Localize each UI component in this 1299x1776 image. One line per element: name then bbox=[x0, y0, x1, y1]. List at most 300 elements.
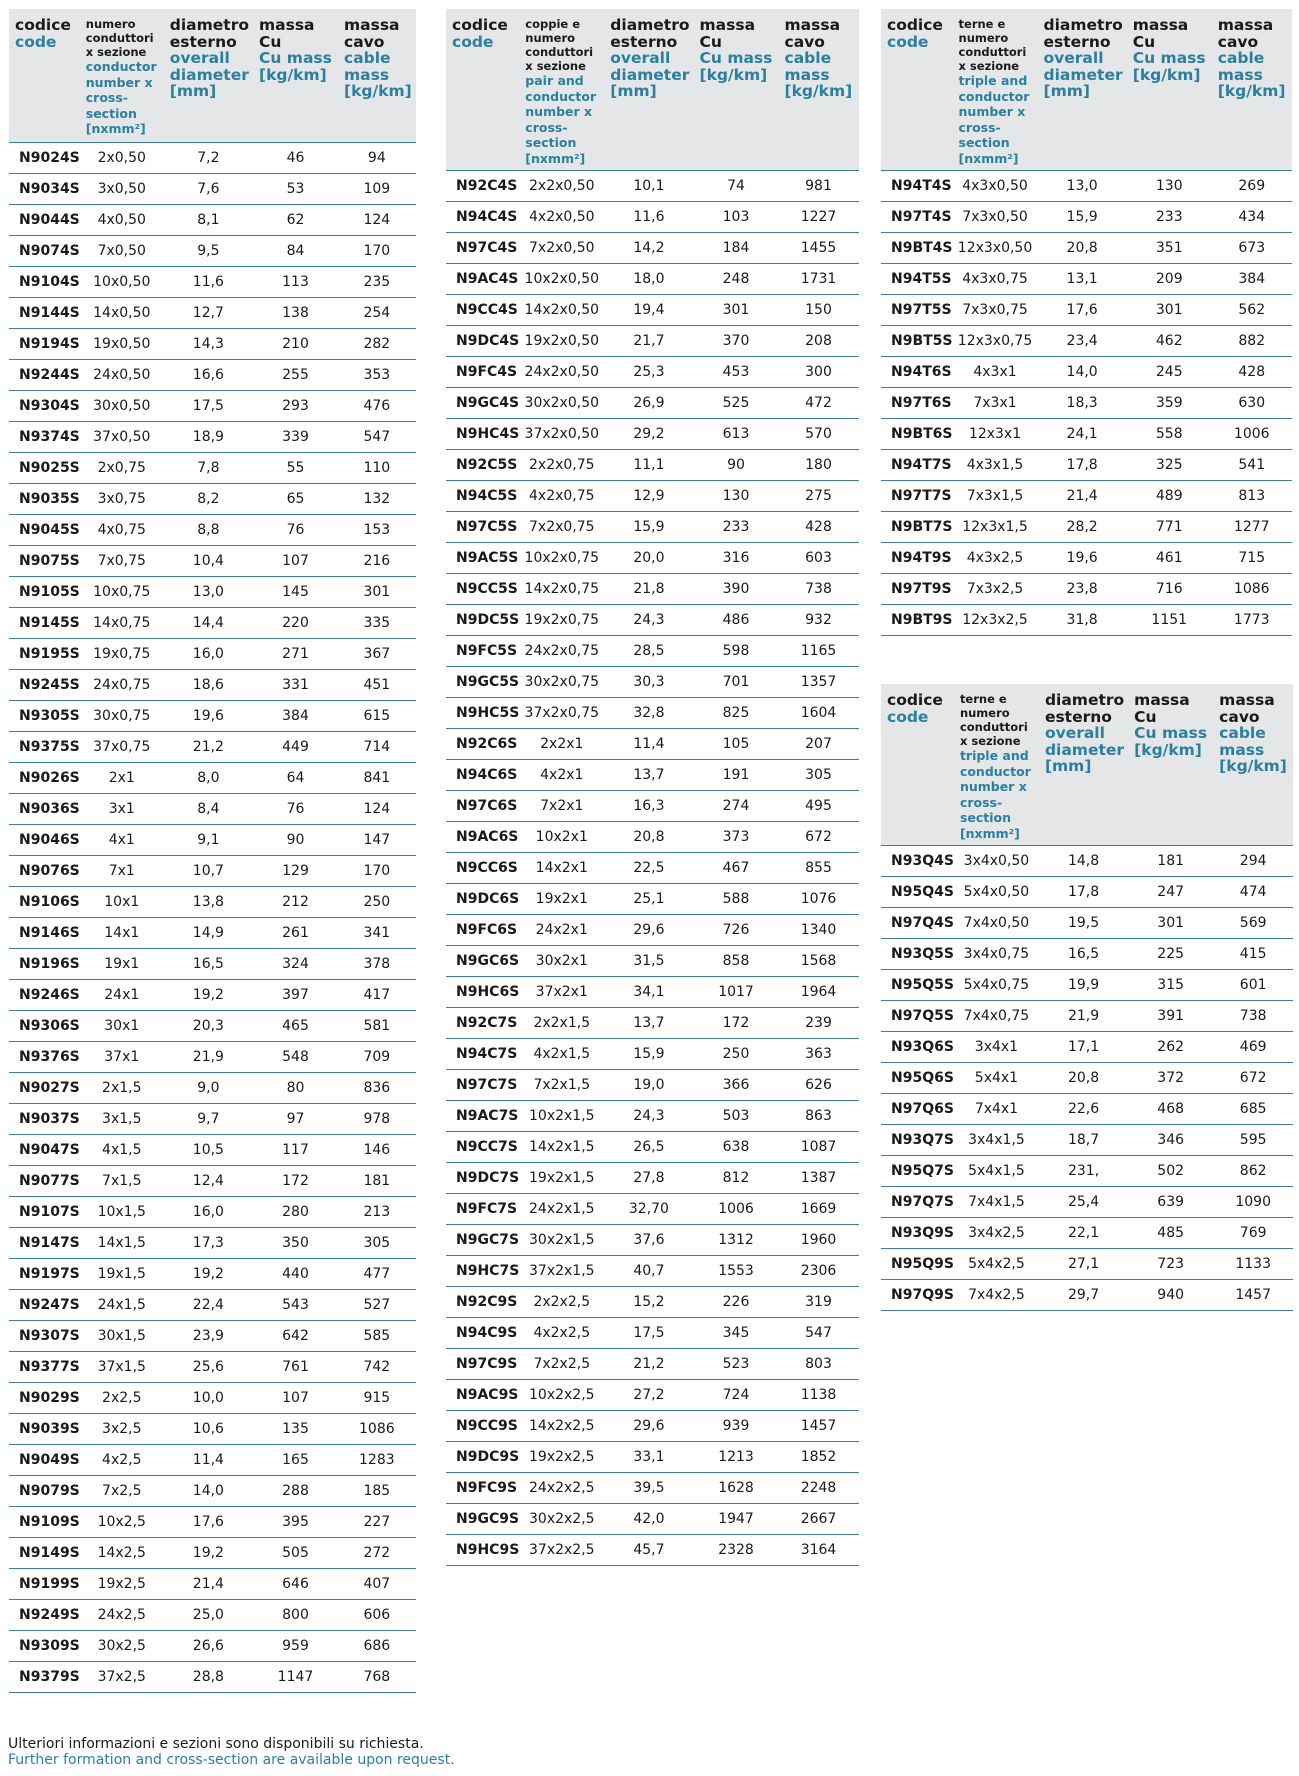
table-row bbox=[881, 171, 1292, 202]
cell-diameter: 19,2 bbox=[164, 1537, 253, 1568]
table-row bbox=[446, 419, 859, 450]
cell-conductors: 3x4x0,75 bbox=[954, 939, 1039, 970]
cell-cu-mass: 503 bbox=[694, 1101, 779, 1132]
cell-diameter: 14,4 bbox=[164, 607, 253, 638]
table-row bbox=[446, 171, 859, 202]
cell-diameter: 14,8 bbox=[1039, 846, 1128, 877]
cell-diameter: 18,3 bbox=[1038, 388, 1127, 419]
cell-conductors: 7x1,5 bbox=[80, 1165, 164, 1196]
table-row bbox=[446, 1256, 859, 1287]
cell-diameter: 17,1 bbox=[1039, 1032, 1128, 1063]
cell-cu-mass: 129 bbox=[253, 855, 338, 886]
cell-conductors: 10x1,5 bbox=[80, 1196, 164, 1227]
cell-conductors: 30x2x0,50 bbox=[519, 388, 604, 419]
cell-code: N92C6S bbox=[446, 729, 519, 760]
cell-code: N94T6S bbox=[881, 357, 953, 388]
cell-cable-mass: 153 bbox=[338, 514, 416, 545]
cell-conductors: 2x2,5 bbox=[80, 1382, 164, 1413]
cell-code: N9AC7S bbox=[446, 1101, 519, 1132]
cell-diameter: 40,7 bbox=[604, 1256, 693, 1287]
cell-cu-mass: 301 bbox=[1128, 908, 1213, 939]
cell-code: N9036S bbox=[9, 793, 80, 824]
cell-cu-mass: 1151 bbox=[1127, 605, 1212, 636]
cell-diameter: 26,9 bbox=[604, 388, 693, 419]
cell-cu-mass: 64 bbox=[253, 762, 338, 793]
cell-diameter: 14,3 bbox=[164, 328, 253, 359]
cell-conductors: 19x2x0,50 bbox=[519, 326, 604, 357]
cell-conductors: 14x1 bbox=[80, 917, 164, 948]
cell-code: N9195S bbox=[9, 638, 80, 669]
cell-cable-mass: 180 bbox=[779, 450, 859, 481]
table-row bbox=[446, 698, 859, 729]
cell-cu-mass: 642 bbox=[253, 1320, 338, 1351]
cell-code: N9044S bbox=[9, 204, 80, 235]
table-row bbox=[881, 295, 1292, 326]
cell-cu-mass: 462 bbox=[1127, 326, 1212, 357]
cell-cable-mass: 2667 bbox=[779, 1504, 859, 1535]
table-row bbox=[9, 483, 416, 514]
cell-diameter: 37,6 bbox=[604, 1225, 693, 1256]
cell-code: N9HC6S bbox=[446, 977, 519, 1008]
cell-conductors: 10x2x1 bbox=[519, 822, 604, 853]
cell-code: N97T9S bbox=[881, 574, 953, 605]
cell-cable-mass: 836 bbox=[338, 1072, 416, 1103]
cell-cu-mass: 613 bbox=[694, 419, 779, 450]
cell-diameter: 22,4 bbox=[164, 1289, 253, 1320]
cell-cable-mass: 686 bbox=[338, 1630, 416, 1661]
cell-diameter: 16,3 bbox=[604, 791, 693, 822]
cell-code: N9076S bbox=[9, 855, 80, 886]
cell-diameter: 17,8 bbox=[1039, 877, 1128, 908]
cell-cu-mass: 638 bbox=[694, 1132, 779, 1163]
cell-cable-mass: 1138 bbox=[779, 1380, 859, 1411]
cell-cu-mass: 74 bbox=[694, 171, 779, 202]
cell-diameter: 14,9 bbox=[164, 917, 253, 948]
cell-conductors: 30x2x1,5 bbox=[519, 1225, 604, 1256]
cell-conductors: 19x1,5 bbox=[80, 1258, 164, 1289]
cell-conductors: 7x2x0,50 bbox=[519, 233, 604, 264]
cell-code: N94C6S bbox=[446, 760, 519, 791]
cell-diameter: 14,0 bbox=[164, 1475, 253, 1506]
cell-cable-mass: 932 bbox=[779, 605, 859, 636]
cell-cu-mass: 247 bbox=[1128, 877, 1213, 908]
table-row bbox=[446, 1070, 859, 1101]
cell-diameter: 12,4 bbox=[164, 1165, 253, 1196]
cell-cu-mass: 209 bbox=[1127, 264, 1212, 295]
header-label-english: Cu mass [kg/km] bbox=[259, 49, 332, 84]
table-row bbox=[446, 512, 859, 543]
cell-conductors: 24x2x1 bbox=[519, 915, 604, 946]
cell-conductors: 4x2x0,75 bbox=[519, 481, 604, 512]
cell-conductors: 2x1 bbox=[80, 762, 164, 793]
cell-cable-mass: 132 bbox=[338, 483, 416, 514]
cell-cable-mass: 335 bbox=[338, 607, 416, 638]
table-row bbox=[446, 1194, 859, 1225]
cell-conductors: 12x3x1 bbox=[953, 419, 1038, 450]
cell-code: N9FC6S bbox=[446, 915, 519, 946]
cell-cable-mass: 1455 bbox=[779, 233, 859, 264]
cell-code: N9074S bbox=[9, 235, 80, 266]
cell-code: N9CC9S bbox=[446, 1411, 519, 1442]
cell-code: N9144S bbox=[9, 297, 80, 328]
cell-cu-mass: 373 bbox=[694, 822, 779, 853]
cell-cu-mass: 346 bbox=[1128, 1125, 1213, 1156]
cell-diameter: 23,8 bbox=[1038, 574, 1127, 605]
cell-diameter: 20,8 bbox=[1038, 233, 1127, 264]
cell-cu-mass: 1017 bbox=[694, 977, 779, 1008]
cell-diameter: 22,1 bbox=[1039, 1218, 1128, 1249]
cell-conductors: 19x2x1 bbox=[519, 884, 604, 915]
cell-cable-mass: 742 bbox=[338, 1351, 416, 1382]
cell-diameter: 24,1 bbox=[1038, 419, 1127, 450]
cell-diameter: 18,9 bbox=[164, 421, 253, 452]
cell-cu-mass: 301 bbox=[1127, 295, 1212, 326]
table-row bbox=[446, 1225, 859, 1256]
cell-code: N9GC5S bbox=[446, 667, 519, 698]
table-row bbox=[9, 514, 416, 545]
cell-conductors: 7x2x0,75 bbox=[519, 512, 604, 543]
cell-cu-mass: 233 bbox=[694, 512, 779, 543]
table-row bbox=[446, 295, 859, 326]
table-row bbox=[446, 915, 859, 946]
cell-code: N9DC4S bbox=[446, 326, 519, 357]
cell-diameter: 21,4 bbox=[1038, 481, 1127, 512]
table-row bbox=[9, 1506, 416, 1537]
table-row bbox=[9, 328, 416, 359]
cell-conductors: 7x2x1,5 bbox=[519, 1070, 604, 1101]
cell-diameter: 10,7 bbox=[164, 855, 253, 886]
cell-cable-mass: 595 bbox=[1213, 1125, 1293, 1156]
table-row bbox=[446, 1442, 859, 1473]
cell-conductors: 19x2x2,5 bbox=[519, 1442, 604, 1473]
cell-code: N94C7S bbox=[446, 1039, 519, 1070]
cell-cable-mass: 915 bbox=[338, 1382, 416, 1413]
cell-code: N9105S bbox=[9, 576, 80, 607]
header-label-english: cable mass [kg/km] bbox=[1217, 49, 1286, 100]
cell-cu-mass: 80 bbox=[253, 1072, 338, 1103]
cell-diameter: 24,3 bbox=[604, 1101, 693, 1132]
cell-conductors: 14x0,75 bbox=[80, 607, 164, 638]
header-label-italian: terne e numero conduttori x sezione bbox=[958, 17, 1027, 73]
cell-cable-mass: 124 bbox=[338, 204, 416, 235]
cell-code: N92C7S bbox=[446, 1008, 519, 1039]
cell-conductors: 30x1 bbox=[80, 1010, 164, 1041]
header-label-italian: numero conduttori x sezione bbox=[85, 17, 154, 59]
cell-cable-mass: 319 bbox=[779, 1287, 859, 1318]
cell-cable-mass: 417 bbox=[338, 979, 416, 1010]
cell-cu-mass: 548 bbox=[253, 1041, 338, 1072]
cell-diameter: 22,5 bbox=[604, 853, 693, 884]
table-row bbox=[9, 1289, 416, 1320]
cell-diameter: 13,7 bbox=[604, 1008, 693, 1039]
cell-cable-mass: 451 bbox=[338, 669, 416, 700]
cell-cu-mass: 130 bbox=[694, 481, 779, 512]
cell-conductors: 12x3x0,50 bbox=[953, 233, 1038, 264]
cell-diameter: 20,3 bbox=[164, 1010, 253, 1041]
table-row bbox=[446, 1535, 859, 1566]
cell-conductors: 4x1 bbox=[80, 824, 164, 855]
cell-cu-mass: 145 bbox=[253, 576, 338, 607]
cell-conductors: 3x4x0,50 bbox=[954, 846, 1039, 877]
cell-cable-mass: 1076 bbox=[779, 884, 859, 915]
cell-cable-mass: 109 bbox=[338, 173, 416, 204]
column-header-cu-mass bbox=[253, 9, 338, 142]
cell-code: N97C4S bbox=[446, 233, 519, 264]
table-row bbox=[881, 233, 1292, 264]
cell-code: N9FC9S bbox=[446, 1473, 519, 1504]
cell-diameter: 10,4 bbox=[164, 545, 253, 576]
cell-cu-mass: 486 bbox=[694, 605, 779, 636]
table-row bbox=[9, 1320, 416, 1351]
table-row bbox=[446, 946, 859, 977]
cell-code: N9147S bbox=[9, 1227, 80, 1258]
table-row bbox=[446, 636, 859, 667]
cell-cable-mass: 1086 bbox=[1212, 574, 1292, 605]
cell-diameter: 21,7 bbox=[604, 326, 693, 357]
cell-conductors: 19x2,5 bbox=[80, 1568, 164, 1599]
cell-conductors: 10x2x0,75 bbox=[519, 543, 604, 574]
table-row bbox=[446, 202, 859, 233]
cell-diameter: 28,2 bbox=[1038, 512, 1127, 543]
header-label-english: cable mass [kg/km] bbox=[1219, 724, 1287, 775]
table-row bbox=[446, 1473, 859, 1504]
cell-cu-mass: 1147 bbox=[253, 1661, 338, 1692]
table-row bbox=[9, 855, 416, 886]
cell-diameter: 29,2 bbox=[604, 419, 693, 450]
cell-conductors: 7x4x1,5 bbox=[954, 1187, 1039, 1218]
cell-cable-mass: 94 bbox=[338, 142, 416, 173]
cell-cu-mass: 245 bbox=[1127, 357, 1212, 388]
cell-code: N93Q5S bbox=[881, 939, 954, 970]
cell-cable-mass: 300 bbox=[779, 357, 859, 388]
cell-diameter: 7,6 bbox=[164, 173, 253, 204]
table-row bbox=[881, 1280, 1293, 1311]
cell-cable-mass: 601 bbox=[1213, 970, 1293, 1001]
cell-code: N94C5S bbox=[446, 481, 519, 512]
cell-diameter: 19,2 bbox=[164, 979, 253, 1010]
cell-diameter: 10,6 bbox=[164, 1413, 253, 1444]
cell-code: N9304S bbox=[9, 390, 80, 421]
cell-cu-mass: 449 bbox=[253, 731, 338, 762]
cell-diameter: 21,4 bbox=[164, 1568, 253, 1599]
cell-cable-mass: 1277 bbox=[1212, 512, 1292, 543]
cell-cu-mass: 274 bbox=[694, 791, 779, 822]
cell-conductors: 10x1 bbox=[80, 886, 164, 917]
cell-diameter: 25,4 bbox=[1039, 1187, 1128, 1218]
header-label-italian: codice bbox=[887, 691, 943, 709]
cell-cable-mass: 301 bbox=[338, 576, 416, 607]
cell-cu-mass: 339 bbox=[253, 421, 338, 452]
header-label-italian: massa cavo bbox=[1219, 691, 1275, 726]
table-row bbox=[9, 886, 416, 917]
cell-diameter: 13,0 bbox=[1038, 171, 1127, 202]
table-row bbox=[881, 264, 1292, 295]
table-row bbox=[881, 202, 1292, 233]
cell-code: N97Q5S bbox=[881, 1001, 954, 1032]
cell-code: N9DC6S bbox=[446, 884, 519, 915]
table-row bbox=[446, 1287, 859, 1318]
table-row bbox=[9, 793, 416, 824]
cell-conductors: 2x2x1,5 bbox=[519, 1008, 604, 1039]
cell-conductors: 4x3x0,75 bbox=[953, 264, 1038, 295]
cell-diameter: 24,3 bbox=[604, 605, 693, 636]
cell-cu-mass: 107 bbox=[253, 1382, 338, 1413]
cell-cu-mass: 138 bbox=[253, 297, 338, 328]
cell-cu-mass: 250 bbox=[694, 1039, 779, 1070]
cell-code: N9045S bbox=[9, 514, 80, 545]
header-label-english: Cu mass [kg/km] bbox=[699, 49, 773, 84]
table-row bbox=[881, 605, 1292, 636]
cell-diameter: 29,6 bbox=[604, 1411, 693, 1442]
cell-cu-mass: 293 bbox=[253, 390, 338, 421]
cell-cu-mass: 959 bbox=[253, 1630, 338, 1661]
cable-table-2 bbox=[446, 9, 859, 1566]
cell-conductors: 24x2x0,50 bbox=[519, 357, 604, 388]
cell-cable-mass: 363 bbox=[779, 1039, 859, 1070]
cell-diameter: 23,4 bbox=[1038, 326, 1127, 357]
header-label-english: Cu mass [kg/km] bbox=[1132, 49, 1206, 84]
cell-cu-mass: 103 bbox=[694, 202, 779, 233]
cell-cu-mass: 1213 bbox=[694, 1442, 779, 1473]
cell-diameter: 8,0 bbox=[164, 762, 253, 793]
cell-code: N9AC9S bbox=[446, 1380, 519, 1411]
cell-code: N9049S bbox=[9, 1444, 80, 1475]
cell-cu-mass: 181 bbox=[1128, 846, 1213, 877]
header-label-english: conductor number x cross-section [nxmm²] bbox=[85, 59, 157, 136]
table-row bbox=[881, 908, 1293, 939]
cell-conductors: 2x2x1 bbox=[519, 729, 604, 760]
cell-cable-mass: 606 bbox=[338, 1599, 416, 1630]
cell-cable-mass: 1087 bbox=[779, 1132, 859, 1163]
cell-conductors: 12x3x1,5 bbox=[953, 512, 1038, 543]
cell-conductors: 7x2,5 bbox=[80, 1475, 164, 1506]
cell-cu-mass: 62 bbox=[253, 204, 338, 235]
cell-diameter: 20,8 bbox=[1039, 1063, 1128, 1094]
table-row bbox=[881, 388, 1292, 419]
table-row bbox=[9, 1165, 416, 1196]
cell-diameter: 16,0 bbox=[164, 638, 253, 669]
table-row bbox=[9, 1475, 416, 1506]
cell-cu-mass: 1553 bbox=[694, 1256, 779, 1287]
table-row bbox=[881, 357, 1292, 388]
cell-cu-mass: 351 bbox=[1127, 233, 1212, 264]
cell-diameter: 17,8 bbox=[1038, 450, 1127, 481]
table-row bbox=[9, 1103, 416, 1134]
table-row bbox=[9, 1227, 416, 1258]
table-row bbox=[881, 1156, 1293, 1187]
cell-conductors: 10x2,5 bbox=[80, 1506, 164, 1537]
cell-code: N9GC6S bbox=[446, 946, 519, 977]
cell-conductors: 37x2x1 bbox=[519, 977, 604, 1008]
cell-conductors: 4x3x1,5 bbox=[953, 450, 1038, 481]
table-row bbox=[446, 1008, 859, 1039]
cell-diameter: 7,2 bbox=[164, 142, 253, 173]
column-header-diameter bbox=[604, 9, 693, 171]
cell-cable-mass: 714 bbox=[338, 731, 416, 762]
cell-cu-mass: 262 bbox=[1128, 1032, 1213, 1063]
cell-code: N93Q6S bbox=[881, 1032, 954, 1063]
cell-conductors: 24x2x1,5 bbox=[519, 1194, 604, 1225]
cell-diameter: 21,9 bbox=[164, 1041, 253, 1072]
table-row bbox=[881, 543, 1292, 574]
cell-code: N9HC4S bbox=[446, 419, 519, 450]
cell-diameter: 9,5 bbox=[164, 235, 253, 266]
cell-code: N97T6S bbox=[881, 388, 953, 419]
table-row bbox=[9, 979, 416, 1010]
cell-conductors: 12x3x2,5 bbox=[953, 605, 1038, 636]
cell-cable-mass: 353 bbox=[338, 359, 416, 390]
table-row bbox=[9, 1537, 416, 1568]
column-header-cable-mass bbox=[338, 9, 416, 142]
cell-code: N95Q7S bbox=[881, 1156, 954, 1187]
cell-cable-mass: 207 bbox=[779, 729, 859, 760]
cell-cable-mass: 570 bbox=[779, 419, 859, 450]
cell-code: N94C9S bbox=[446, 1318, 519, 1349]
cell-cable-mass: 170 bbox=[338, 235, 416, 266]
header-label-italian: massa cavo bbox=[344, 16, 400, 51]
cell-code: N9149S bbox=[9, 1537, 80, 1568]
cell-conductors: 3x0,75 bbox=[80, 483, 164, 514]
cell-code: N9CC5S bbox=[446, 574, 519, 605]
table-row bbox=[446, 1318, 859, 1349]
cell-cu-mass: 255 bbox=[253, 359, 338, 390]
cell-diameter: 20,8 bbox=[604, 822, 693, 853]
table-row bbox=[9, 452, 416, 483]
cell-conductors: 3x4x2,5 bbox=[954, 1218, 1039, 1249]
table-row bbox=[9, 1630, 416, 1661]
cell-code: N9375S bbox=[9, 731, 80, 762]
cell-cable-mass: 547 bbox=[338, 421, 416, 452]
cell-code: N9024S bbox=[9, 142, 80, 173]
cell-cable-mass: 1283 bbox=[338, 1444, 416, 1475]
header-label-italian: massa cavo bbox=[1217, 16, 1274, 51]
cell-code: N9HC9S bbox=[446, 1535, 519, 1566]
table-row bbox=[446, 1132, 859, 1163]
cell-diameter: 10,1 bbox=[604, 171, 693, 202]
table-row bbox=[9, 917, 416, 948]
cell-cu-mass: 261 bbox=[253, 917, 338, 948]
cell-code: N97Q9S bbox=[881, 1280, 954, 1311]
cell-diameter: 8,2 bbox=[164, 483, 253, 514]
table-row bbox=[881, 1125, 1293, 1156]
table-row bbox=[9, 1041, 416, 1072]
cell-diameter: 29,7 bbox=[1039, 1280, 1128, 1311]
cell-diameter: 42,0 bbox=[604, 1504, 693, 1535]
cell-cable-mass: 146 bbox=[338, 1134, 416, 1165]
cell-code: N97C7S bbox=[446, 1070, 519, 1101]
cell-conductors: 24x2x0,75 bbox=[519, 636, 604, 667]
header-label-english: cable mass [kg/km] bbox=[784, 49, 853, 100]
cell-code: N9BT6S bbox=[881, 419, 953, 450]
cell-cu-mass: 723 bbox=[1128, 1249, 1213, 1280]
cell-conductors: 37x1,5 bbox=[80, 1351, 164, 1382]
cell-cu-mass: 370 bbox=[694, 326, 779, 357]
cell-cu-mass: 505 bbox=[253, 1537, 338, 1568]
cell-conductors: 5x4x2,5 bbox=[954, 1249, 1039, 1280]
table-row bbox=[446, 450, 859, 481]
cell-diameter: 11,4 bbox=[604, 729, 693, 760]
cell-code: N97T4S bbox=[881, 202, 953, 233]
cell-cable-mass: 170 bbox=[338, 855, 416, 886]
cell-code: N9079S bbox=[9, 1475, 80, 1506]
table-row bbox=[9, 1258, 416, 1289]
table-row bbox=[9, 607, 416, 638]
cell-cable-mass: 208 bbox=[779, 326, 859, 357]
cell-cable-mass: 1133 bbox=[1213, 1249, 1293, 1280]
cell-cable-mass: 2248 bbox=[779, 1473, 859, 1504]
cell-conductors: 7x4x1 bbox=[954, 1094, 1039, 1125]
cell-cu-mass: 771 bbox=[1127, 512, 1212, 543]
